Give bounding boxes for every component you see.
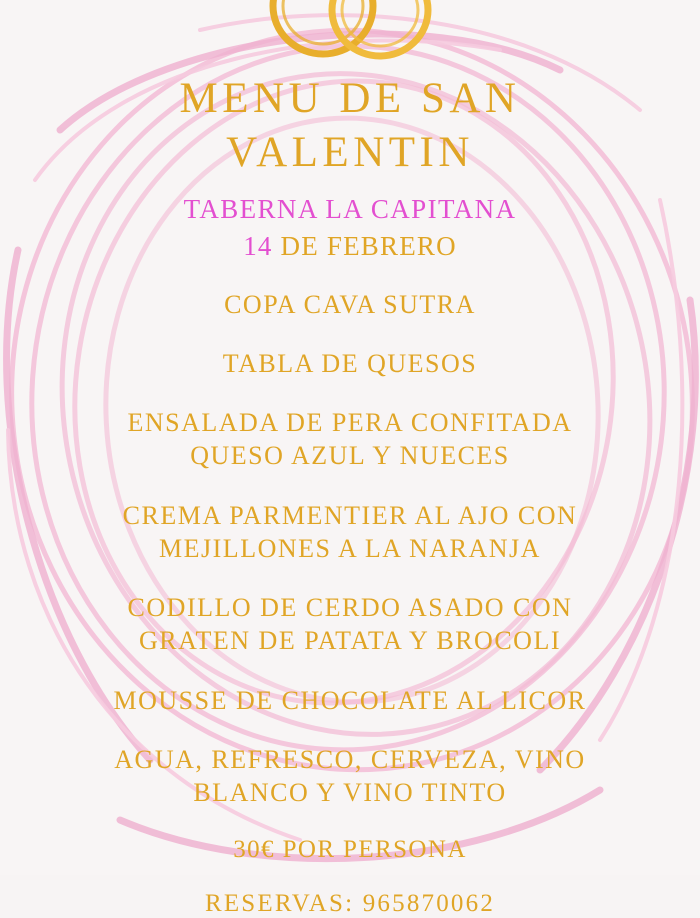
restaurant-name: TABERNA LA CAPITANA: [183, 193, 517, 224]
reservations-phone: RESERVAS: 965870062: [204, 889, 496, 917]
menu-item-line2: QUESO AZUL Y NUECES: [190, 441, 510, 471]
menu-item: [30, 743, 670, 810]
menu-item-line1: CREMA PARMENTIER AL AJO CON: [122, 500, 578, 530]
event-date-month: DE FEBRERO: [272, 230, 457, 261]
menu-item-line1: ENSALADA DE PERA CONFITADA: [127, 408, 573, 438]
menu-item: [30, 406, 670, 473]
menu-item-line2: MEJILLONES A LA NARANJA: [159, 533, 541, 563]
menu-item-line1: AGUA, REFRESCO, CERVEZA, VINO: [114, 744, 586, 774]
menu-item-line2: GRATEN DE PATATA Y BROCOLI: [139, 626, 561, 656]
event-date: [0, 231, 700, 262]
page-title: MENU DE SAN VALENTIN: [179, 75, 521, 176]
menu-item: [30, 288, 670, 321]
menu-item: [30, 347, 670, 380]
menu-item-line1: CODILLO DE CERDO ASADO CON: [127, 593, 573, 623]
menu-item: [30, 499, 670, 566]
menu-item-line1: MOUSSE DE CHOCOLATE AL LICOR: [113, 685, 587, 715]
menu-item: [30, 591, 670, 658]
menu-item-line2: BLANCO Y VINO TINTO: [193, 778, 507, 808]
event-date-daynum: 14: [243, 230, 273, 261]
menu-item-line1: COPA CAVA SUTRA: [224, 289, 476, 319]
menu-item-line1: TABLA DE QUESOS: [222, 348, 478, 378]
price-per-person: 30€ POR PERSONA: [233, 835, 467, 863]
menu-item: [30, 684, 670, 717]
menu-course-list: [30, 288, 670, 810]
